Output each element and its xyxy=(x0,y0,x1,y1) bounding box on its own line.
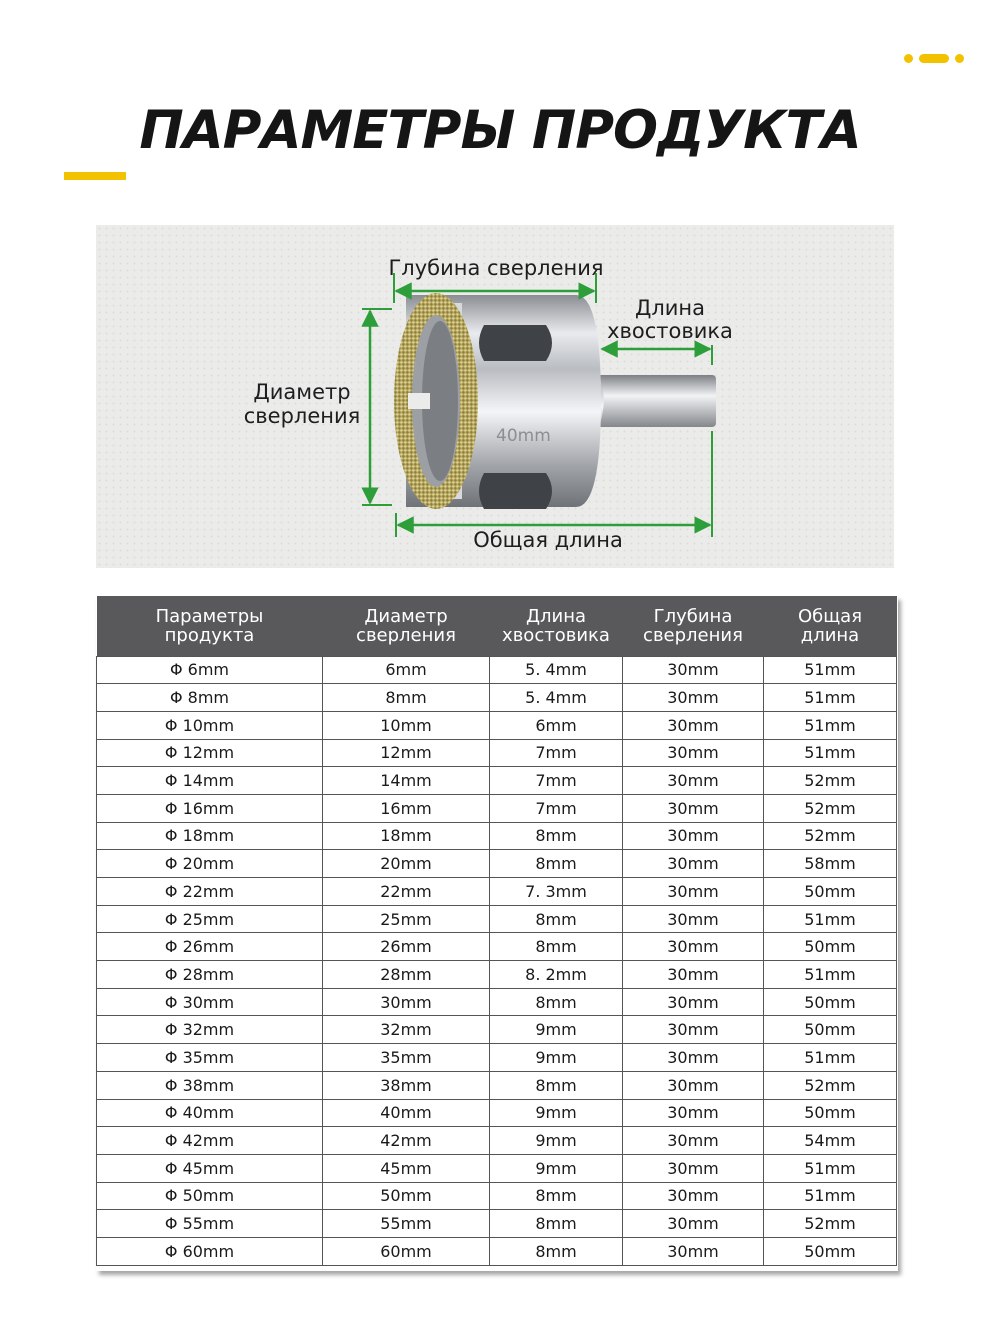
cell-diameter: 16mm xyxy=(323,794,490,822)
cell-shank-length: 9mm xyxy=(490,1127,623,1155)
table-row xyxy=(97,1182,897,1210)
cell-product: Φ 20mm xyxy=(97,850,323,878)
cell-total-length: 51mm xyxy=(764,656,897,684)
cell-shank-length: 9mm xyxy=(490,1099,623,1127)
product-diagram xyxy=(96,225,894,568)
label-shank-line2: хвостовика xyxy=(607,319,733,343)
table-row xyxy=(97,767,897,795)
cell-product: Φ 6mm xyxy=(97,656,323,684)
cell-product: Φ 40mm xyxy=(97,1099,323,1127)
cell-total-length: 50mm xyxy=(764,988,897,1016)
cell-shank-length: 8mm xyxy=(490,933,623,961)
table-row xyxy=(97,988,897,1016)
table-header-row xyxy=(97,596,897,656)
label-diameter-line1: Диаметр xyxy=(253,380,351,404)
cell-total-length: 50mm xyxy=(764,933,897,961)
cell-total-length: 51mm xyxy=(764,684,897,712)
cell-diameter: 8mm xyxy=(323,684,490,712)
cell-drilling-depth: 30mm xyxy=(623,1210,764,1238)
cell-drilling-depth: 30mm xyxy=(623,739,764,767)
cell-shank-length: 8mm xyxy=(490,905,623,933)
cell-shank-length: 8mm xyxy=(490,988,623,1016)
table-row xyxy=(97,739,897,767)
cell-diameter: 35mm xyxy=(323,1044,490,1072)
drill-bit-illustration xyxy=(96,225,894,568)
header-diameter: Диаметр сверления xyxy=(323,596,490,656)
cell-total-length: 52mm xyxy=(764,822,897,850)
cell-shank-length: 9mm xyxy=(490,1016,623,1044)
cell-diameter: 30mm xyxy=(323,988,490,1016)
table-row xyxy=(97,711,897,739)
cell-product: Φ 30mm xyxy=(97,988,323,1016)
cell-shank-length: 8mm xyxy=(490,1182,623,1210)
table-row xyxy=(97,1099,897,1127)
header-shank-length: Длина хвостовика xyxy=(490,596,623,656)
cell-product: Φ 28mm xyxy=(97,961,323,989)
cell-product: Φ 35mm xyxy=(97,1044,323,1072)
cell-diameter: 45mm xyxy=(323,1154,490,1182)
cell-product: Φ 12mm xyxy=(97,739,323,767)
cell-shank-length: 6mm xyxy=(490,711,623,739)
bit-marking: 40mm xyxy=(496,426,551,446)
cell-drilling-depth: 30mm xyxy=(623,933,764,961)
header-drilling-depth: Глубина сверления xyxy=(623,596,764,656)
cell-total-length: 54mm xyxy=(764,1127,897,1155)
cell-diameter: 26mm xyxy=(323,933,490,961)
cell-shank-length: 9mm xyxy=(490,1154,623,1182)
cell-product: Φ 18mm xyxy=(97,822,323,850)
cell-product: Φ 42mm xyxy=(97,1127,323,1155)
cell-product: Φ 10mm xyxy=(97,711,323,739)
cell-diameter: 42mm xyxy=(323,1127,490,1155)
table-row xyxy=(97,1127,897,1155)
table-row xyxy=(97,878,897,906)
cell-shank-length: 5. 4mm xyxy=(490,656,623,684)
cell-total-length: 50mm xyxy=(764,878,897,906)
cell-shank-length: 8mm xyxy=(490,850,623,878)
page-title: ПАРАМЕТРЫ ПРОДУКТА xyxy=(139,100,861,161)
cell-product: Φ 55mm xyxy=(97,1210,323,1238)
shank xyxy=(596,375,716,427)
table-row xyxy=(97,794,897,822)
cell-diameter: 28mm xyxy=(323,961,490,989)
table-row xyxy=(97,822,897,850)
cell-shank-length: 7mm xyxy=(490,794,623,822)
cell-diameter: 18mm xyxy=(323,822,490,850)
cell-product: Φ 45mm xyxy=(97,1154,323,1182)
cell-diameter: 20mm xyxy=(323,850,490,878)
cell-diameter: 10mm xyxy=(323,711,490,739)
cell-total-length: 51mm xyxy=(764,711,897,739)
cell-product: Φ 16mm xyxy=(97,794,323,822)
label-total-length: Общая длина xyxy=(473,528,623,552)
cell-product: Φ 8mm xyxy=(97,684,323,712)
cell-total-length: 51mm xyxy=(764,961,897,989)
cell-shank-length: 7mm xyxy=(490,739,623,767)
label-shank-line1: Длина xyxy=(634,296,706,320)
cell-drilling-depth: 30mm xyxy=(623,1016,764,1044)
cell-drilling-depth: 30mm xyxy=(623,822,764,850)
table-row xyxy=(97,656,897,684)
cell-total-length: 51mm xyxy=(764,1182,897,1210)
cell-shank-length: 7mm xyxy=(490,767,623,795)
cell-diameter: 55mm xyxy=(323,1210,490,1238)
table-row xyxy=(97,850,897,878)
cell-shank-length: 8mm xyxy=(490,1237,623,1265)
cell-product: Φ 38mm xyxy=(97,1071,323,1099)
cell-total-length: 51mm xyxy=(764,1154,897,1182)
cell-product: Φ 32mm xyxy=(97,1016,323,1044)
cell-diameter: 6mm xyxy=(323,656,490,684)
cell-drilling-depth: 30mm xyxy=(623,1127,764,1155)
cell-drilling-depth: 30mm xyxy=(623,1099,764,1127)
cell-diameter: 12mm xyxy=(323,739,490,767)
cell-drilling-depth: 30mm xyxy=(623,1154,764,1182)
cell-diameter: 40mm xyxy=(323,1099,490,1127)
cell-drilling-depth: 30mm xyxy=(623,684,764,712)
cell-product: Φ 50mm xyxy=(97,1182,323,1210)
cell-drilling-depth: 30mm xyxy=(623,850,764,878)
cell-total-length: 51mm xyxy=(764,905,897,933)
spec-table xyxy=(96,596,898,1271)
header-total-length: Общая длина xyxy=(764,596,897,656)
cell-total-length: 52mm xyxy=(764,1071,897,1099)
cell-drilling-depth: 30mm xyxy=(623,1044,764,1072)
cell-diameter: 60mm xyxy=(323,1237,490,1265)
cell-drilling-depth: 30mm xyxy=(623,1071,764,1099)
table-row xyxy=(97,1154,897,1182)
cell-drilling-depth: 30mm xyxy=(623,656,764,684)
cell-total-length: 50mm xyxy=(764,1016,897,1044)
cell-product: Φ 14mm xyxy=(97,767,323,795)
cell-shank-length: 8mm xyxy=(490,1210,623,1238)
decorative-dashes xyxy=(904,54,964,64)
cell-drilling-depth: 30mm xyxy=(623,878,764,906)
table-row xyxy=(97,1044,897,1072)
cell-drilling-depth: 30mm xyxy=(623,711,764,739)
cell-diameter: 50mm xyxy=(323,1182,490,1210)
cell-total-length: 52mm xyxy=(764,767,897,795)
header-product: Параметры продукта xyxy=(97,596,323,656)
cell-total-length: 52mm xyxy=(764,1210,897,1238)
cell-drilling-depth: 30mm xyxy=(623,1237,764,1265)
cell-drilling-depth: 30mm xyxy=(623,794,764,822)
cell-shank-length: 8mm xyxy=(490,822,623,850)
cell-product: Φ 26mm xyxy=(97,933,323,961)
cell-diameter: 32mm xyxy=(323,1016,490,1044)
cell-diameter: 22mm xyxy=(323,878,490,906)
table-row xyxy=(97,905,897,933)
table-row xyxy=(97,1210,897,1238)
cell-drilling-depth: 30mm xyxy=(623,988,764,1016)
cell-diameter: 14mm xyxy=(323,767,490,795)
cell-diameter: 38mm xyxy=(323,1071,490,1099)
table-row xyxy=(97,684,897,712)
cell-shank-length: 9mm xyxy=(490,1044,623,1072)
table-row xyxy=(97,1016,897,1044)
label-drilling-depth: Глубина сверления xyxy=(388,256,604,280)
cell-total-length: 51mm xyxy=(764,1044,897,1072)
cell-product: Φ 22mm xyxy=(97,878,323,906)
cell-drilling-depth: 30mm xyxy=(623,905,764,933)
cell-shank-length: 7. 3mm xyxy=(490,878,623,906)
cell-total-length: 50mm xyxy=(764,1237,897,1265)
cell-total-length: 50mm xyxy=(764,1099,897,1127)
cell-product: Φ 60mm xyxy=(97,1237,323,1265)
cell-drilling-depth: 30mm xyxy=(623,1182,764,1210)
cell-total-length: 52mm xyxy=(764,794,897,822)
cell-total-length: 51mm xyxy=(764,739,897,767)
cell-drilling-depth: 30mm xyxy=(623,767,764,795)
table-row xyxy=(97,961,897,989)
table-row xyxy=(97,1237,897,1265)
cell-shank-length: 8mm xyxy=(490,1071,623,1099)
cell-shank-length: 8. 2mm xyxy=(490,961,623,989)
table-row xyxy=(97,933,897,961)
cell-product: Φ 25mm xyxy=(97,905,323,933)
table-row xyxy=(97,1071,897,1099)
cell-drilling-depth: 30mm xyxy=(623,961,764,989)
title-accent-bar xyxy=(64,172,126,180)
label-diameter-line2: сверления xyxy=(243,404,361,428)
cell-diameter: 25mm xyxy=(323,905,490,933)
cell-total-length: 58mm xyxy=(764,850,897,878)
cell-shank-length: 5. 4mm xyxy=(490,684,623,712)
